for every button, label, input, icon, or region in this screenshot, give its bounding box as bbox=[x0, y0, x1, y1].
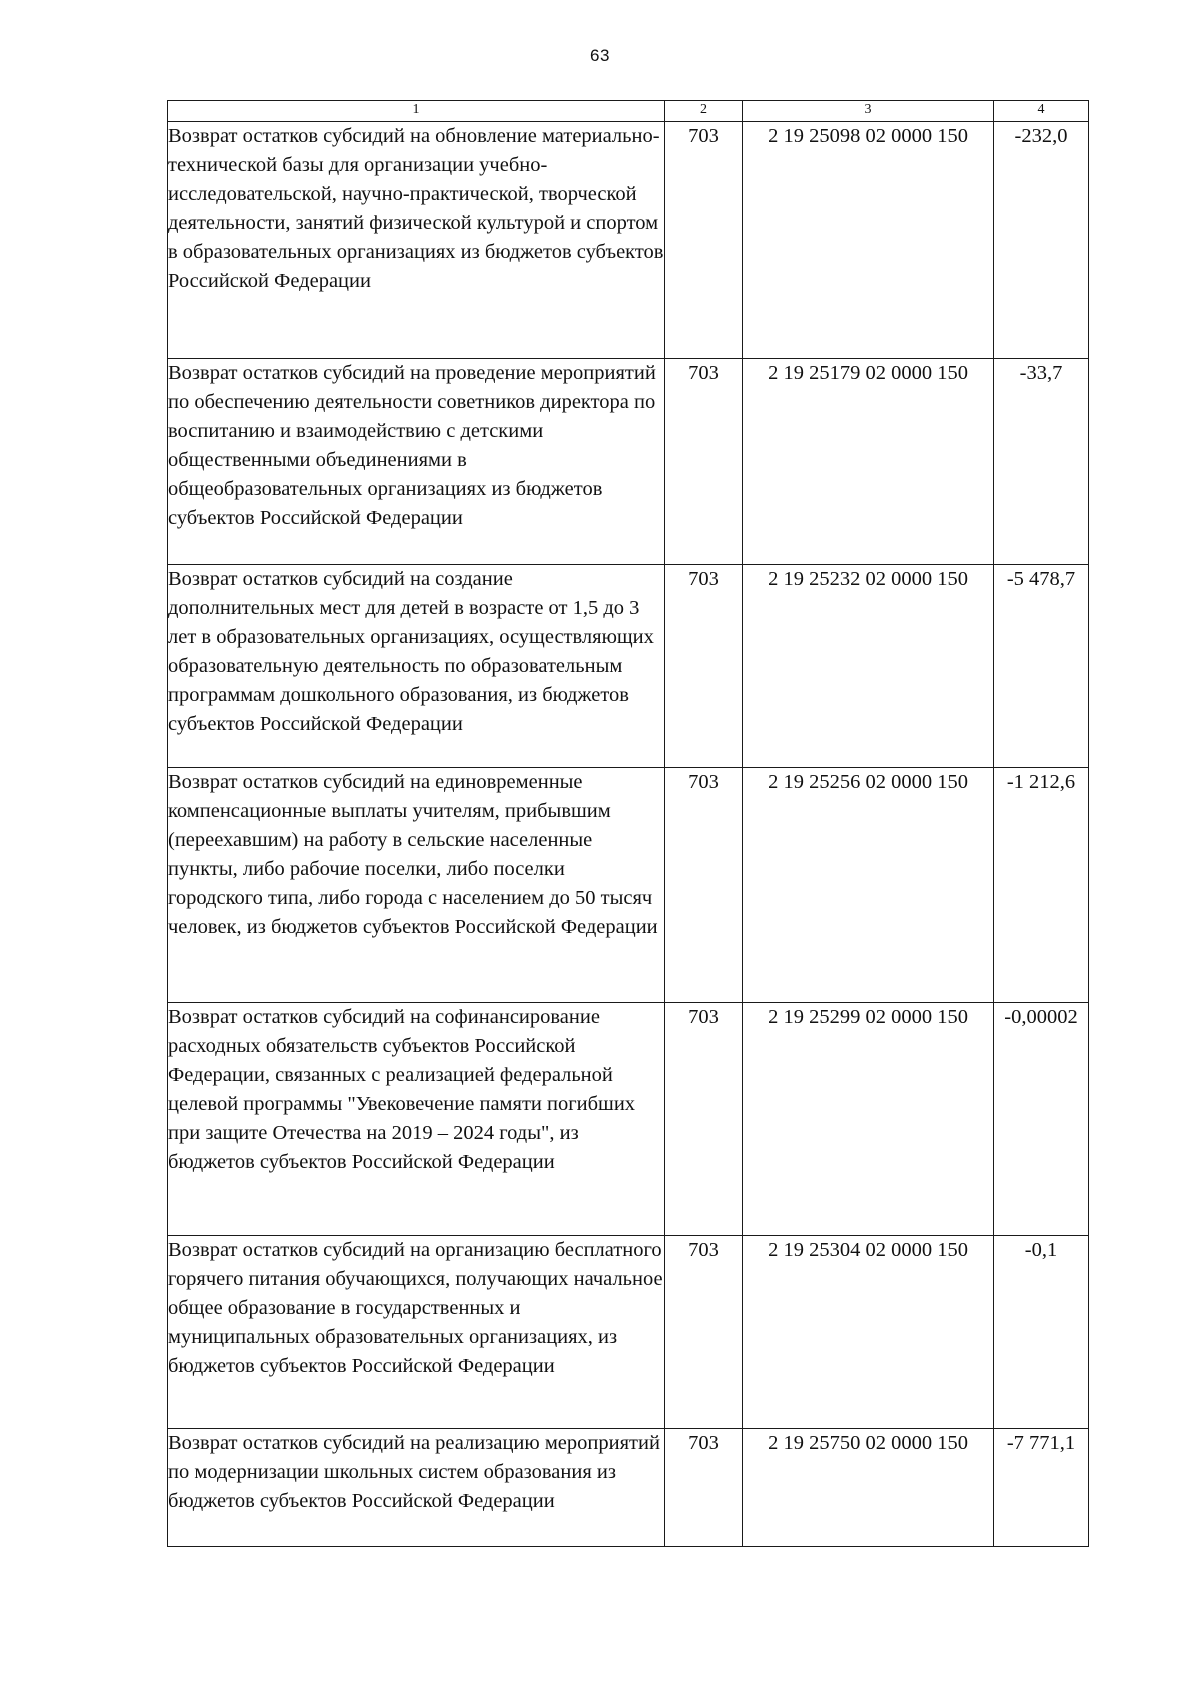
row-amount: -5 478,7 bbox=[994, 565, 1089, 768]
row-amount: -1 212,6 bbox=[994, 768, 1089, 1003]
row-amount: -33,7 bbox=[994, 359, 1089, 565]
row-amount: -7 771,1 bbox=[994, 1429, 1089, 1547]
row-amount: -0,1 bbox=[994, 1236, 1089, 1429]
page-number: 63 bbox=[590, 46, 610, 65]
row-name: Возврат остатков субсидий на организацию бесплатного горячего питания обучающихся, получающих начальное общее образование в государственных и муниципальных образовательных организациях, из бюджетов субъектов Российской Федерации bbox=[168, 1236, 665, 1429]
table-row bbox=[168, 768, 1089, 1003]
table-header-row bbox=[168, 101, 1089, 122]
table-row bbox=[168, 1429, 1089, 1547]
table-row bbox=[168, 359, 1089, 565]
row-classification-code: 2 19 25304 02 0000 150 bbox=[743, 1236, 994, 1429]
row-admin-code: 703 bbox=[665, 359, 743, 565]
row-amount: -232,0 bbox=[994, 122, 1089, 359]
row-admin-code: 703 bbox=[665, 768, 743, 1003]
row-classification-code: 2 19 25098 02 0000 150 bbox=[743, 122, 994, 359]
table-row bbox=[168, 1003, 1089, 1236]
table-row bbox=[168, 122, 1089, 359]
column-header-3: 3 bbox=[743, 101, 994, 122]
table-row bbox=[168, 565, 1089, 768]
row-classification-code: 2 19 25299 02 0000 150 bbox=[743, 1003, 994, 1236]
row-admin-code: 703 bbox=[665, 122, 743, 359]
row-admin-code: 703 bbox=[665, 1429, 743, 1547]
row-name: Возврат остатков субсидий на единовременные компенсационные выплаты учителям, прибывшим (переехавшим) на работу в сельские населенные пункты, либо рабочие поселки, либо поселки городского типа, либо города с населением до 50 тысяч человек, из бюджетов субъектов Российской Федерации bbox=[168, 768, 665, 1003]
row-name: Возврат остатков субсидий на проведение мероприятий по обеспечению деятельности советников директора по воспитанию и взаимодействию с детскими общественными объединениями в общеобразовательных организациях из бюджетов субъектов Российской Федерации bbox=[168, 359, 665, 565]
row-name: Возврат остатков субсидий на обновление материально-технической базы для организации учебно-исследовательской, научно-практической, творческой деятельности, занятий физической культурой и спортом в образовательных организациях из бюджетов субъектов Российской Федерации bbox=[168, 122, 665, 359]
row-name: Возврат остатков субсидий на софинансирование расходных обязательств субъектов Российской Федерации, связанных с реализацией федеральной целевой программы "Увековечение памяти погибших при защите Отечества на 2019 – 2024 годы", из бюджетов субъектов Российской Федерации bbox=[168, 1003, 665, 1236]
column-header-4: 4 bbox=[994, 101, 1089, 122]
row-amount: -0,00002 bbox=[994, 1003, 1089, 1236]
row-admin-code: 703 bbox=[665, 1003, 743, 1236]
budget-table bbox=[167, 100, 1089, 1547]
table-row bbox=[168, 1236, 1089, 1429]
row-classification-code: 2 19 25256 02 0000 150 bbox=[743, 768, 994, 1003]
row-classification-code: 2 19 25232 02 0000 150 bbox=[743, 565, 994, 768]
column-header-1: 1 bbox=[168, 101, 665, 122]
row-name: Возврат остатков субсидий на создание дополнительных мест для детей в возрасте от 1,5 до 3 лет в образовательных организациях, осуществляющих образовательную деятельность по образовательным программам дошкольного образования, из бюджетов субъектов Российской Федерации bbox=[168, 565, 665, 768]
row-classification-code: 2 19 25750 02 0000 150 bbox=[743, 1429, 994, 1547]
row-admin-code: 703 bbox=[665, 565, 743, 768]
row-classification-code: 2 19 25179 02 0000 150 bbox=[743, 359, 994, 565]
row-name: Возврат остатков субсидий на реализацию мероприятий по модернизации школьных систем образования из бюджетов субъектов Российской Федерации bbox=[168, 1429, 665, 1547]
column-header-2: 2 bbox=[665, 101, 743, 122]
row-admin-code: 703 bbox=[665, 1236, 743, 1429]
